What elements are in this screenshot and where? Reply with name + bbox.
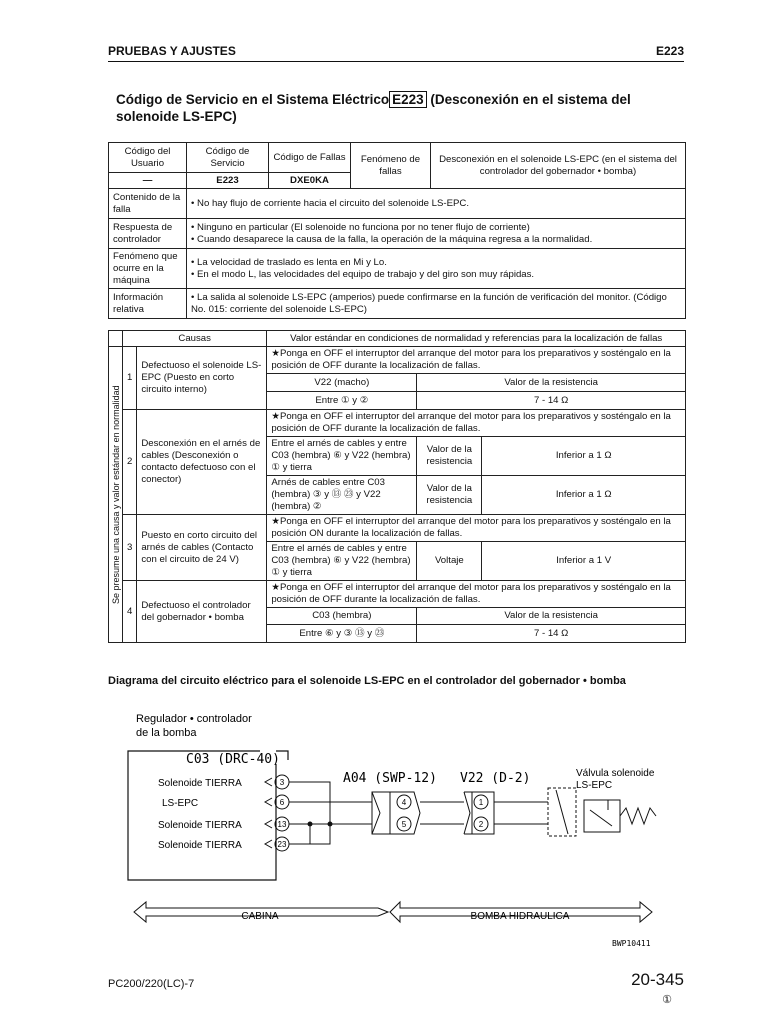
cause-desc: Defectuoso el solenoide LS-EPC (Puesto en corto circuito interno) bbox=[137, 347, 267, 410]
signal-label: Solenoide TIERRA bbox=[158, 820, 242, 831]
svg-text:13: 13 bbox=[277, 820, 287, 829]
v22-pin bbox=[474, 817, 488, 831]
signal-label: Solenoide TIERRA bbox=[158, 840, 242, 851]
phenomenon-desc: Desconexión en el solenoide LS-EPC (en el sistema del controlador del gobernador • bomba) bbox=[431, 143, 686, 189]
valve-symbol bbox=[584, 800, 620, 832]
svg-text:23: 23 bbox=[277, 840, 287, 849]
svg-text:1: 1 bbox=[478, 798, 484, 807]
c03-pin bbox=[275, 837, 289, 851]
header-code: E223 bbox=[655, 44, 684, 58]
side-label: Se presume una causa y valor estándar en normalidad bbox=[109, 347, 123, 643]
row-label: Fenómeno que ocurre en la máquina bbox=[109, 249, 187, 289]
failure-code: DXE0KA bbox=[269, 173, 351, 189]
section-title: PRUEBAS Y AJUSTES bbox=[108, 44, 236, 58]
cause-desc: Defectuoso el controlador del gobernador • bomba bbox=[137, 581, 267, 643]
cause-note: ★Ponga en OFF el interruptor del arranque del motor para los preparativos y sosténgalo en la posición de OFF durante la localización de fallas. bbox=[267, 347, 686, 374]
svg-text:6: 6 bbox=[279, 798, 285, 807]
controller-box bbox=[128, 751, 276, 880]
failure-code-head: Código de Fallas bbox=[269, 143, 351, 173]
c03-pin bbox=[275, 775, 289, 789]
user-code-head: Código del Usuario bbox=[109, 143, 187, 173]
page-title: Código de Servicio en el Sistema Eléctrico E223 (Desconexión en el sistema del solenoide LS-EPC) bbox=[116, 92, 631, 124]
valve-label: Válvula solenoide bbox=[576, 768, 655, 779]
row-content: • La velocidad de traslado es lenta en Mi y Lo. • En el modo L, las velocidades del equipo de trabajo y del giro son muy rápidas. bbox=[187, 249, 686, 289]
spring-icon bbox=[620, 808, 656, 824]
valve-label-2: LS-EPC bbox=[576, 780, 613, 791]
svg-text:4: 4 bbox=[401, 798, 407, 807]
signal-label: LS-EPC bbox=[162, 798, 199, 809]
c03-pin bbox=[275, 817, 289, 831]
page-number: 20-345 bbox=[631, 970, 684, 989]
cause-num: 3 bbox=[123, 515, 137, 581]
cause-note: ★Ponga en OFF el interruptor del arranque del motor para los preparativos y sosténgalo en la posición de OFF durante la localización de fallas. bbox=[267, 581, 686, 608]
cause-note: ★Ponga en OFF el interruptor del arranque del motor para los preparativos y sosténgalo en la posición ON durante la localización de fallas. bbox=[267, 515, 686, 542]
wire-ground bbox=[289, 782, 372, 844]
svg-text:3: 3 bbox=[279, 778, 285, 787]
user-code: — bbox=[109, 173, 187, 189]
cause-num: 4 bbox=[123, 581, 137, 643]
svg-text:2: 2 bbox=[478, 820, 484, 829]
model-label: PC200/220(LC)-7 bbox=[108, 978, 195, 990]
cause-desc: Desconexión en el arnés de cables (Desconexión o contacto defectuoso con el conector) bbox=[137, 410, 267, 515]
a04-connector bbox=[372, 792, 390, 834]
regulator-label-2: de la bomba bbox=[136, 727, 197, 739]
a04-pin bbox=[397, 795, 411, 809]
regulator-label: Regulador • controlador bbox=[136, 713, 252, 725]
signal-label: Solenoide TIERRA bbox=[158, 778, 242, 789]
bomba-label: BOMBA HIDRAULICA bbox=[470, 911, 570, 922]
v22-label: V22 (D-2) bbox=[460, 771, 531, 786]
row-content: • No hay flujo de corriente hacia el circuito del solenoide LS-EPC. bbox=[187, 189, 686, 219]
cause-num: 2 bbox=[123, 410, 137, 515]
service-code: E223 bbox=[187, 173, 269, 189]
phenomenon-head: Fenómeno de fallas bbox=[351, 143, 431, 189]
page-header bbox=[108, 43, 684, 62]
circuit-diagram bbox=[100, 700, 700, 960]
c03-pin bbox=[275, 795, 289, 809]
title-code-box: E223 bbox=[389, 91, 427, 108]
junction bbox=[328, 822, 333, 827]
row-label: Respuesta de controlador bbox=[109, 219, 187, 249]
standard-head: Valor estándar en condiciones de normalidad y referencias para la localización de fallas bbox=[267, 331, 686, 347]
revision-mark: ① bbox=[662, 994, 672, 1006]
row-label: Información relativa bbox=[109, 289, 187, 319]
cause-desc: Puesto en corto circuito del arnés de cables (Contacto con el circuito de 24 V) bbox=[137, 515, 267, 581]
causes-table: Causas Valor estándar en condiciones de normalidad y referencias para la localización de fallas Se presume una causa y valor estándar en normalidad 1 Defectuoso el solenoide LS-EPC (Puesto en corto circuito interno) ★Ponga en OFF el interruptor del arranque del motor para los preparativos y sosténgalo en la posición de OFF durante la localización de fallas. V22 (macho) Valor de la resistencia Entre ① y ② 7 - 14 Ω 2 Desconexión en el arnés de cables (Desconexión o contacto defectuoso con el conector) ★Ponga en OFF el interruptor del arranque del motor para los preparativos y sosténgalo en la posición de OFF durante la localización de fallas. Entre el arnés de cables y entre C03 (hembra) ⑥ y V22 (hembra) ① y tierra Valor de la resistencia Inferior a 1 Ω Arnés de cables entre C03 (hembra) ③ y ⑬ ㉓ y V22 (hembra) ② Valor de la resistencia Inferior a 1 Ω 3 Puesto en corto circuito del arnés de cables (Contacto con el circuito de 24 V) ★Ponga en OFF el interruptor del arranque del motor para los preparativos y sosténgalo en la posición ON durante la localización de fallas. Entre el arnés de cables y entre C03 (hembra) ⑥ y V22 (hembra) ① y tierra Voltaje Inferior a 1 V 4 Defectuoso el controlador del gobernador • bomba ★Ponga en OFF el interruptor del arranque del motor para los preparativos y sosténgalo en la posición de OFF durante la localización de fallas. C03 (hembra) Valor de la resistencia Entre ⑥ y ③ ⑬ y ㉓ 7 - 14 Ω bbox=[108, 330, 686, 643]
v22-connector bbox=[464, 792, 472, 834]
row-content: • La salida al solenoide LS-EPC (amperios) puede confirmarse en la función de verificación del monitor. (Código No. 015: corriente del solenoide LS-EPC) bbox=[187, 289, 686, 319]
cabina-label: CABINA bbox=[241, 911, 279, 922]
cause-note: ★Ponga en OFF el interruptor del arranque del motor para los preparativos y sosténgalo en la posición de OFF durante la localización de fallas. bbox=[267, 410, 686, 437]
cause-num: 1 bbox=[123, 347, 137, 410]
drawing-id: BWP10411 bbox=[612, 939, 651, 948]
service-code-head: Código de Servicio bbox=[187, 143, 269, 173]
row-content: • Ninguno en particular (El solenoide no funciona por no tener flujo de corriente) • Cuando desaparece la causa de la falla, la operación de la máquina regresa a la normalidad. bbox=[187, 219, 686, 249]
c03-label: C03 (DRC-40) bbox=[186, 752, 280, 767]
v22-pin bbox=[474, 795, 488, 809]
a04-label: A04 (SWP-12) bbox=[343, 771, 437, 786]
row-label: Contenido de la falla bbox=[109, 189, 187, 219]
info-table bbox=[108, 142, 686, 319]
diagram-title: Diagrama del circuito eléctrico para el solenoide LS-EPC en el controlador del gobernador • bomba bbox=[108, 675, 626, 687]
a04-pin bbox=[397, 817, 411, 831]
svg-text:5: 5 bbox=[401, 820, 407, 829]
causes-head: Causas bbox=[123, 331, 267, 347]
